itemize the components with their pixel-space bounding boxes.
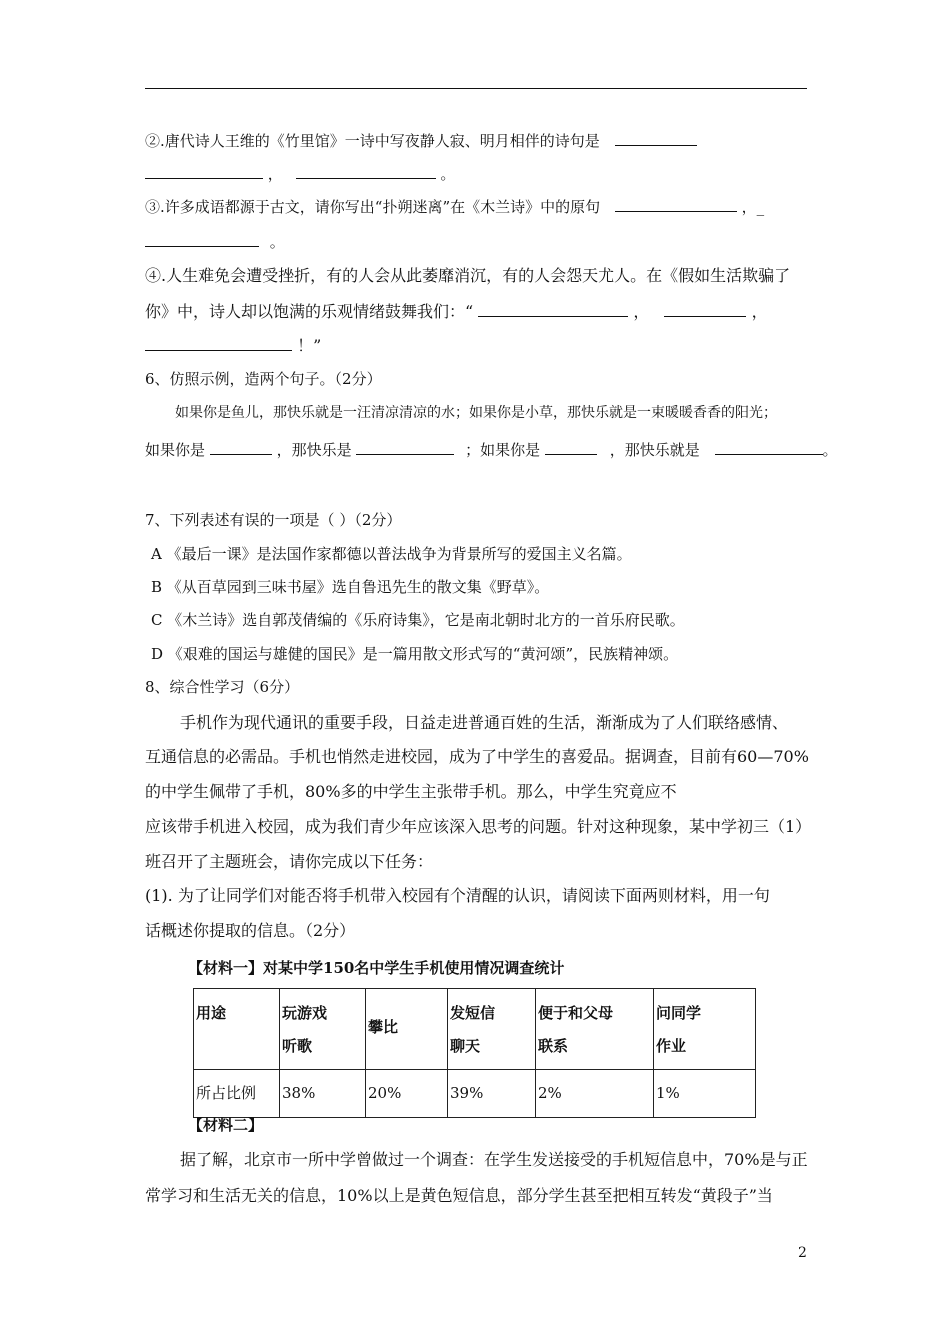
usage-table xyxy=(193,988,756,1118)
table-cell: 所占比例 xyxy=(194,1070,280,1118)
q8-title: 8、综合性学习（6分） xyxy=(145,678,300,696)
answer-blank[interactable] xyxy=(145,231,259,247)
table-cell: 39% xyxy=(448,1070,536,1118)
q5-item3-line2 xyxy=(145,231,285,252)
q8-task1-line: (1). 为了让同学们对能否将手机带入校园有个清醒的认识，请阅读下面两则材料，用一句 xyxy=(145,886,770,905)
q5-item2-text: ②.唐代诗人王维的《竹里馆》一诗中写夜静人寂、明月相伴的诗句是 xyxy=(145,132,600,150)
q7-option-d: D 《艰难的国运与雄健的国民》是一篇用散文形式写的“黄河颂”，民族精神颂。 xyxy=(151,645,679,663)
answer-blank[interactable] xyxy=(715,439,823,455)
table-row xyxy=(194,1070,756,1118)
table-cell: 2% xyxy=(536,1070,654,1118)
q8-para-line: 的中学生佩带了手机，80%多的中学生主张带手机。那么，中学生究竟应不 xyxy=(145,782,677,801)
q6-answer-line xyxy=(145,439,838,460)
q5-item3-line1 xyxy=(145,196,764,217)
page-number: 2 xyxy=(798,1245,807,1261)
table-header-row xyxy=(194,989,756,1070)
table-cell: 38% xyxy=(280,1070,366,1118)
comma: ， xyxy=(267,165,283,183)
q5-item2-line2 xyxy=(145,163,455,184)
answer-blank[interactable] xyxy=(664,301,746,317)
period: 。 xyxy=(269,233,285,251)
q7-option-a: A 《最后一课》是法国作家都德以普法战争为背景所写的爱国主义名篇。 xyxy=(151,545,632,563)
answer-blank[interactable] xyxy=(296,163,436,179)
period: 。 xyxy=(822,441,838,459)
q8-para-line: 互通信息的必需品。手机也悄然走进校园，成为了中学生的喜爱品。据调查，目前有60—70% xyxy=(145,747,809,766)
table-header-cell: 用途 xyxy=(194,989,280,1070)
period: 。 xyxy=(440,165,456,183)
q5-item4-line3 xyxy=(145,335,321,356)
q6-text: ，那快乐就是 xyxy=(609,441,700,459)
material2-line: 常学习和生活无关的信息，10%以上是黄色短信息，部分学生甚至把相互转发“黄段子”当 xyxy=(145,1186,773,1205)
q8-para-line: 应该带手机进入校园，成为我们青少年应该深入思考的问题。针对这种现象，某中学初三（1） xyxy=(145,817,812,836)
table-header-cell: 发短信 聊天 xyxy=(448,989,536,1070)
table-header-cell: 玩游戏 听歌 xyxy=(280,989,366,1070)
comma: ，_ xyxy=(741,198,765,216)
q7-option-c: C 《木兰诗》选自郭茂倩编的《乐府诗集》，它是南北朝时北方的一首乐府民歌。 xyxy=(151,611,685,629)
q8-para-line: 手机作为现代通讯的重要手段，日益走进普通百姓的生活，渐渐成为了人们联络感情、 xyxy=(180,713,789,732)
answer-blank[interactable] xyxy=(545,439,597,455)
answer-blank[interactable] xyxy=(356,439,454,455)
q6-title: 6、仿照示例，造两个句子。（2分） xyxy=(145,370,382,388)
answer-blank[interactable] xyxy=(615,130,697,146)
q6-text: ，那快乐是 xyxy=(276,441,352,459)
table-cell: 1% xyxy=(654,1070,756,1118)
q6-text: 如果你是 xyxy=(145,441,206,459)
q8-para-line: 班召开了主题班会，请你完成以下任务： xyxy=(145,852,434,871)
answer-blank[interactable] xyxy=(210,439,272,455)
answer-blank[interactable] xyxy=(145,335,292,351)
answer-blank[interactable] xyxy=(145,163,263,179)
q5-item4-prefix: 你》中，诗人却以饱满的乐观情绪鼓舞我们：“ xyxy=(145,302,474,321)
table-header-cell: 便于和父母 联系 xyxy=(536,989,654,1070)
q7-title: 7、下列表述有误的一项是（ ）（2分） xyxy=(145,511,402,529)
answer-blank[interactable] xyxy=(615,196,737,212)
q8-task1-line: 话概述你提取的信息。（2分） xyxy=(145,921,356,940)
material2-title: 【材料二】 xyxy=(188,1116,264,1134)
q6-text: ；如果你是 xyxy=(465,441,541,459)
exclamation: ！” xyxy=(297,336,322,355)
table-cell: 20% xyxy=(366,1070,448,1118)
table-header-cell: 问同学 作业 xyxy=(654,989,756,1070)
q6-example: 如果你是鱼儿，那快乐就是一汪清凉清凉的水；如果你是小草，那快乐就是一束暖暖香香的阳光； xyxy=(175,405,777,421)
header-rule xyxy=(145,88,807,89)
material1-title: 【材料一】对某中学150名中学生手机使用情况调查统计 xyxy=(188,959,565,977)
q5-item4-line1: ④.人生难免会遭受挫折，有的人会从此萎靡消沉，有的人会怨天尤人。在《假如生活欺骗了 xyxy=(145,266,791,285)
q5-item4-line2 xyxy=(145,301,768,322)
table-header-cell: 攀比 xyxy=(366,989,448,1070)
comma: ， xyxy=(751,302,768,321)
answer-blank[interactable] xyxy=(478,301,628,317)
comma: ， xyxy=(633,302,650,321)
q5-item2-line1 xyxy=(145,130,697,151)
material2-line: 据了解，北京市一所中学曾做过一个调查：在学生发送接受的手机短信息中，70%是与正 xyxy=(180,1150,808,1169)
q7-option-b: B 《从百草园到三味书屋》选自鲁迅先生的散文集《野草》。 xyxy=(151,578,550,596)
q5-item3-text: ③.许多成语都源于古文，请你写出“扑朔迷离”在《木兰诗》中的原句 xyxy=(145,198,601,216)
